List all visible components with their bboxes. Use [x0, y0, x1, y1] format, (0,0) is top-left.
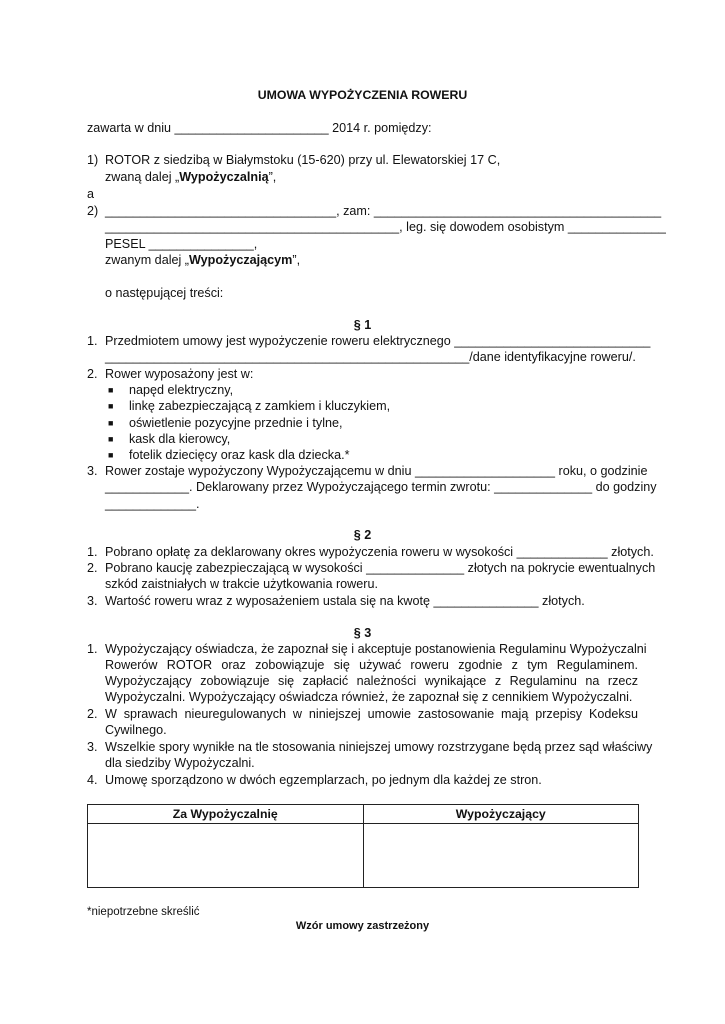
- following-text: o następującej treści:: [105, 286, 224, 300]
- s3-p2-line2: Cywilnego.: [105, 723, 167, 737]
- equipment-item: fotelik dziecięcy oraz kask dla dziecka.*: [129, 448, 350, 462]
- equipment-item: oświetlenie pozycyjne przednie i tylne,: [129, 416, 343, 430]
- s1-p2-number: 2.: [87, 367, 98, 381]
- section-1-heading: § 1: [353, 318, 372, 332]
- s1-p3-line3: _____________.: [105, 497, 200, 511]
- section-2-heading: § 2: [353, 528, 372, 542]
- s2-p2-line1: Pobrano kaucję zabezpieczającą w wysokości ______________ złotych na pokrycie ewentualnych: [105, 561, 656, 575]
- section-3-heading: § 3: [353, 626, 372, 640]
- s3-p4-line1: Umowę sporządzono w dwóch egzemplarzach, po jednym dla każdej ze stron.: [105, 773, 542, 787]
- s2-p3-number: 3.: [87, 594, 98, 608]
- footnote: *niepotrzebne skreślić: [87, 906, 200, 918]
- signature-header-borrower: Wypożyczający: [363, 805, 639, 824]
- bullet-icon: ■: [108, 434, 114, 444]
- signature-table: [87, 804, 639, 888]
- footer-note: Wzór umowy zastrzeżony: [295, 920, 430, 932]
- s3-p1-line4: Wypożyczalni. Wypożyczający oświadcza również, że zapoznał się z cennikiem Wypożyczalni.: [105, 690, 633, 704]
- equipment-item: linkę zabezpieczającą z zamkiem i kluczykiem,: [129, 399, 391, 413]
- s3-p1-line1: Wypożyczający oświadcza, że zapoznał się i akceptuje postanowienia Regulaminu Wypożyczalni: [105, 642, 647, 656]
- party2-number: 2): [87, 204, 99, 218]
- s3-p1-number: 1.: [87, 642, 98, 656]
- s1-p3-line1: Rower zostaje wypożyczony Wypożyczającemu w dniu ____________________ roku, o godzinie: [105, 464, 648, 478]
- intro-line: zawarta w dniu ______________________ 2014 r. pomiędzy:: [87, 121, 432, 135]
- bullet-icon: ■: [108, 418, 114, 428]
- bullet-icon: ■: [108, 450, 114, 460]
- party2-name-address: _________________________________, zam: _________________________________________: [105, 204, 662, 218]
- s2-p2-line2: szkód zaistniałych w trakcie użytkowania roweru.: [105, 577, 378, 591]
- party2-id-document: __________________________________________, leg. się dowodem osobistym ______________: [105, 220, 666, 234]
- s1-p1-number: 1.: [87, 334, 98, 348]
- party2-alias: zwanym dalej „Wypożyczającym”,: [105, 253, 301, 267]
- s2-p2-number: 2.: [87, 561, 98, 575]
- s3-p3-line1: Wszelkie spory wynikłe na tle stosowania niniejszej umowy rozstrzygane będą przez sąd właściwy: [105, 740, 653, 754]
- bullet-icon: ■: [108, 401, 114, 411]
- signature-header-rental: Za Wypożyczalnię: [88, 805, 364, 824]
- s1-p1-line2: ____________________________________________________/dane identyfikacyjne roweru/.: [105, 350, 636, 364]
- s1-p3-number: 3.: [87, 464, 98, 478]
- s3-p1-line2: Rowerów ROTOR oraz zobowiązuje się używać roweru zgodnie z tym Regulaminem.: [105, 658, 638, 672]
- s2-p3-line1: Wartość roweru wraz z wyposażeniem ustala się na kwotę _______________ złotych.: [105, 594, 585, 608]
- equipment-item: napęd elektryczny,: [129, 383, 234, 397]
- equipment-item: kask dla kierowcy,: [129, 432, 231, 446]
- s3-p2-number: 2.: [87, 707, 98, 721]
- party2-pesel: PESEL _______________,: [105, 237, 258, 251]
- signature-field-borrower[interactable]: [363, 824, 639, 888]
- s3-p4-number: 4.: [87, 773, 98, 787]
- s1-p3-line2: ____________. Deklarowany przez Wypożyczającego termin zwrotu: ______________ do godziny: [105, 480, 657, 494]
- s3-p1-line3: Wypożyczający zobowiązuje się zapłacić należności wynikające z Regulaminu na rzecz: [105, 674, 638, 688]
- s2-p1-number: 1.: [87, 545, 98, 559]
- party1-address: ROTOR z siedzibą w Białymstoku (15-620) przy ul. Elewatorskiej 17 C,: [105, 153, 501, 167]
- signature-field-rental[interactable]: [88, 824, 364, 888]
- s3-p3-number: 3.: [87, 740, 98, 754]
- s3-p3-line2: dla siedziby Wypożyczalni.: [105, 756, 255, 770]
- s1-p2-line1: Rower wyposażony jest w:: [105, 367, 254, 381]
- s1-p1-line1: Przedmiotem umowy jest wypożyczenie roweru elektrycznego ____________________________: [105, 334, 651, 348]
- bullet-icon: ■: [108, 385, 114, 395]
- party1-number: 1): [87, 153, 99, 167]
- s3-p2-line1: W sprawach nieuregulowanych w niniejszej umowie zastosowanie mają przepisy Kodeksu: [105, 707, 638, 721]
- party1-alias: zwaną dalej „Wypożyczalnią”,: [105, 170, 277, 184]
- and-conjunction: a: [87, 187, 95, 201]
- s2-p1-line1: Pobrano opłatę za deklarowany okres wypożyczenia roweru w wysokości _____________ złotych.: [105, 545, 654, 559]
- document-title: UMOWA WYPOŻYCZENIA ROWERU: [257, 88, 468, 102]
